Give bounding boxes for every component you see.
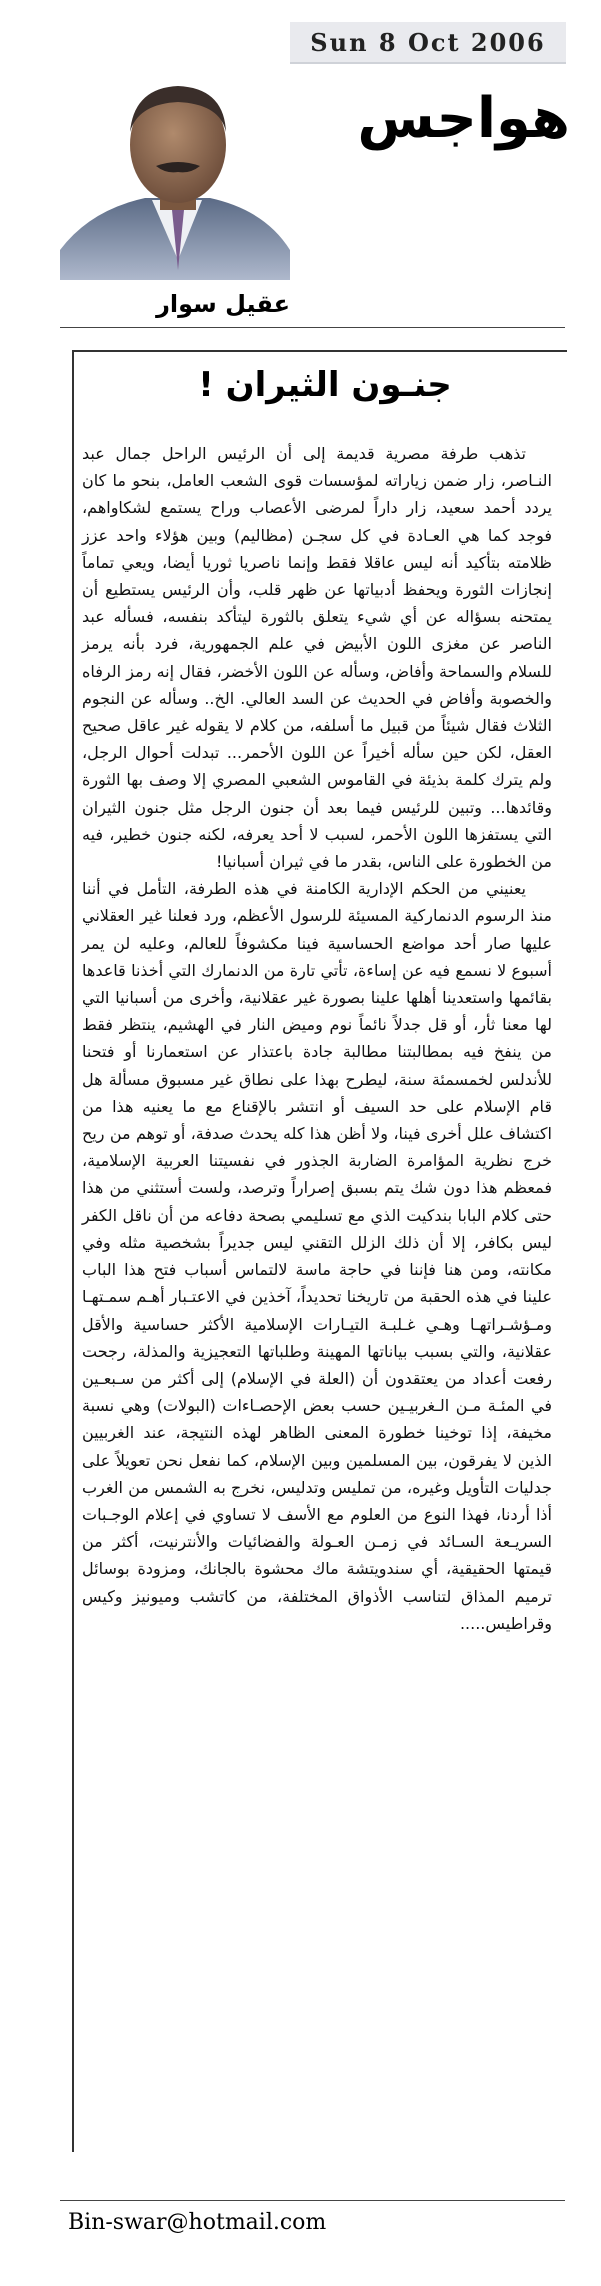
article-paragraph: يعنيني من الحكم الإدارية الكامنة في هذه الطرفة، التأمل في أننا منذ الرسوم الدنماركية المسيئة للرسول الأعظم، ورد فعلنا غير العقلاني عليها صار أحد مواضع الحساسية فينا مكشوفاً للعالم، وعليه لن يمر أسبوع لا نسمع فيه عن إساءة، تأتي تارة من الدنمارك التي أخذنا قاعدها بقائمها واستعدينا أهلها علينا بصورة غير عقلانية، وأخرى من أسبانيا التي لها معنا ثأر، أو قل جدلاً نائماً نوم وميض النار في الهشيم، ينتظر فقط من ينفخ فيه بمطالبتنا مطالبة جادة باعتذار عن استعمارنا أو فتحنا للأندلس لخمسمئة سنة، ليطرح بهذا على نطاق غير مسبوق مسألة هل قام الإسلام على حد السيف أو انتشر بالإقناع مع ما يعنيه هذا من اكتشاف علل أخرى فينا، ولا أظن هذا كله يحدث صدفة، أو توهم من ريح خرج نظرية المؤامرة الضاربة الجذور في نفسيتنا العربية الإسلامية، فمعظم هذا دون شك يتم بسبق إصراراً وترصد، ولست أستثني من هذا حتى كلام البابا بندكيت الذي مع تسليمي بصحة دفاعه من أن ناقل الكفر ليس بكافر، إلا أن ذلك الزلل التقني ليس جديراً بشخصية مثله وفي مكانته، ومن هنا فإننا في حاجة ماسة لالتماس أسباب فتح هذا الباب علينا في هذه الحقبة من تاريخنا تحديداً، آخذين في الاعتـبار أهـم سمـتهـا ومـؤشـراتهـا وهـي غـلبـة التيـارات الإسلامية الأكثر حساسية والأقل عقلانية، والتي بسبب بياناتها المهينة وطلباتها التعجيزية والمذلة، رجحت رفعت أعداد من يعتقدون أن (العلة في الإسلام) إلى أكثر من سـبعـين في المئـة مـن الـغربيـين حسب بعض الإحصـاءات (البولات) وهي نسبة مخيفة، إذا توخينا خطورة المعنى الظاهر لهذه النتيجة، عند الغربيين الذين لا يفرقون، بين المسلمين وبين الإسلام، كما نفعل نحن تعويلاً على جدليات التأويل وغيره، من تمليس وتدليس، نخرج به الشمس من الغرب أذا أردنا، فهذا النوع من العلوم مع الأسف لا تساوي في إعلام الوجـبات السريـعة السـائد في زمـن العـولة والفضائيات والأنترنيت، أكثر من قيمتها الحقيقية، أي سندويتشة ماك محشوة بالجانك، ومزودة بوسائل ترميم المذاق لتناسب الأذواق المختلفة، من كاتشب وميونيز وكيس وقراطيس..... [82, 879, 552, 1633]
author-portrait [60, 70, 290, 280]
column-title: هواجس [357, 86, 570, 151]
article-headline: جنـون الثيران ! [198, 365, 452, 405]
article-paragraph: تذهب طرفة مصرية قديمة إلى أن الرئيس الراحل جمال عبد النـاصر، زار ضمن زياراته لمؤسسات قوى الشعب العامل، بنحو ما كان يردد أحمد سعيد، زار داراً لمرضى الأعصاب وراح يستمع لشكاواهم، فوجد كما هي العـادة في كل سجـن (مظاليم) وبين هؤلاء واحد عزز ظلامته بتأكيد أنه ليس عاقلا فقط وإنما ناصريا ثوريا أيضا، ويعي تماماً إنجازات الثورة ويحفظ أدبياتها عن ظهر قلب، وأن الرئيس يستطيع أن يمتحنه بسؤاله عن أي شيء يتعلق بالثورة ليتأكد بنفسه، فسأله عبد الناصر عن مغزى اللون الأبيض في علم الجمهورية، فرد بأنه يرمز للسلام والسماحة وأفاض، وسأله عن اللون الأخضر، فقال إنه رمز الرفاه والخصوبة وأفاض في الحديث عن السد العالي. الخ.. وسأله عن النجوم الثلاث فقال شيئاً من قبيل ما أسلفه، من كلام لا يقوله غير عاقل صحيح العقل، لكن حين سأله أخيراً عن اللون الأحمر... تبدلت أحوال الرجل، ولم يترك كلمة بذيئة في القاموس الشعبي المصري إلا وصف بها الثورة وقائدها... وتبين للرئيس فيما بعد أن جنون الرجل مثل جنون الثيران التي يستفزها اللون الأحمر، لسبب لا أحد يعرفه، لكنه جنون خطير، فيه من الخطورة على الناس، بقدر ما في ثيران أسبانيا! [82, 444, 552, 872]
date-banner [290, 22, 566, 64]
article-body [82, 440, 552, 1637]
author-email[interactable]: Bin-swar@hotmail.com [68, 2210, 327, 2235]
author-name: عقيل سوار [156, 290, 290, 318]
bottom-divider [60, 2200, 565, 2201]
top-divider [60, 327, 565, 328]
publication-date: Sun 8 Oct 2006 [310, 27, 546, 57]
